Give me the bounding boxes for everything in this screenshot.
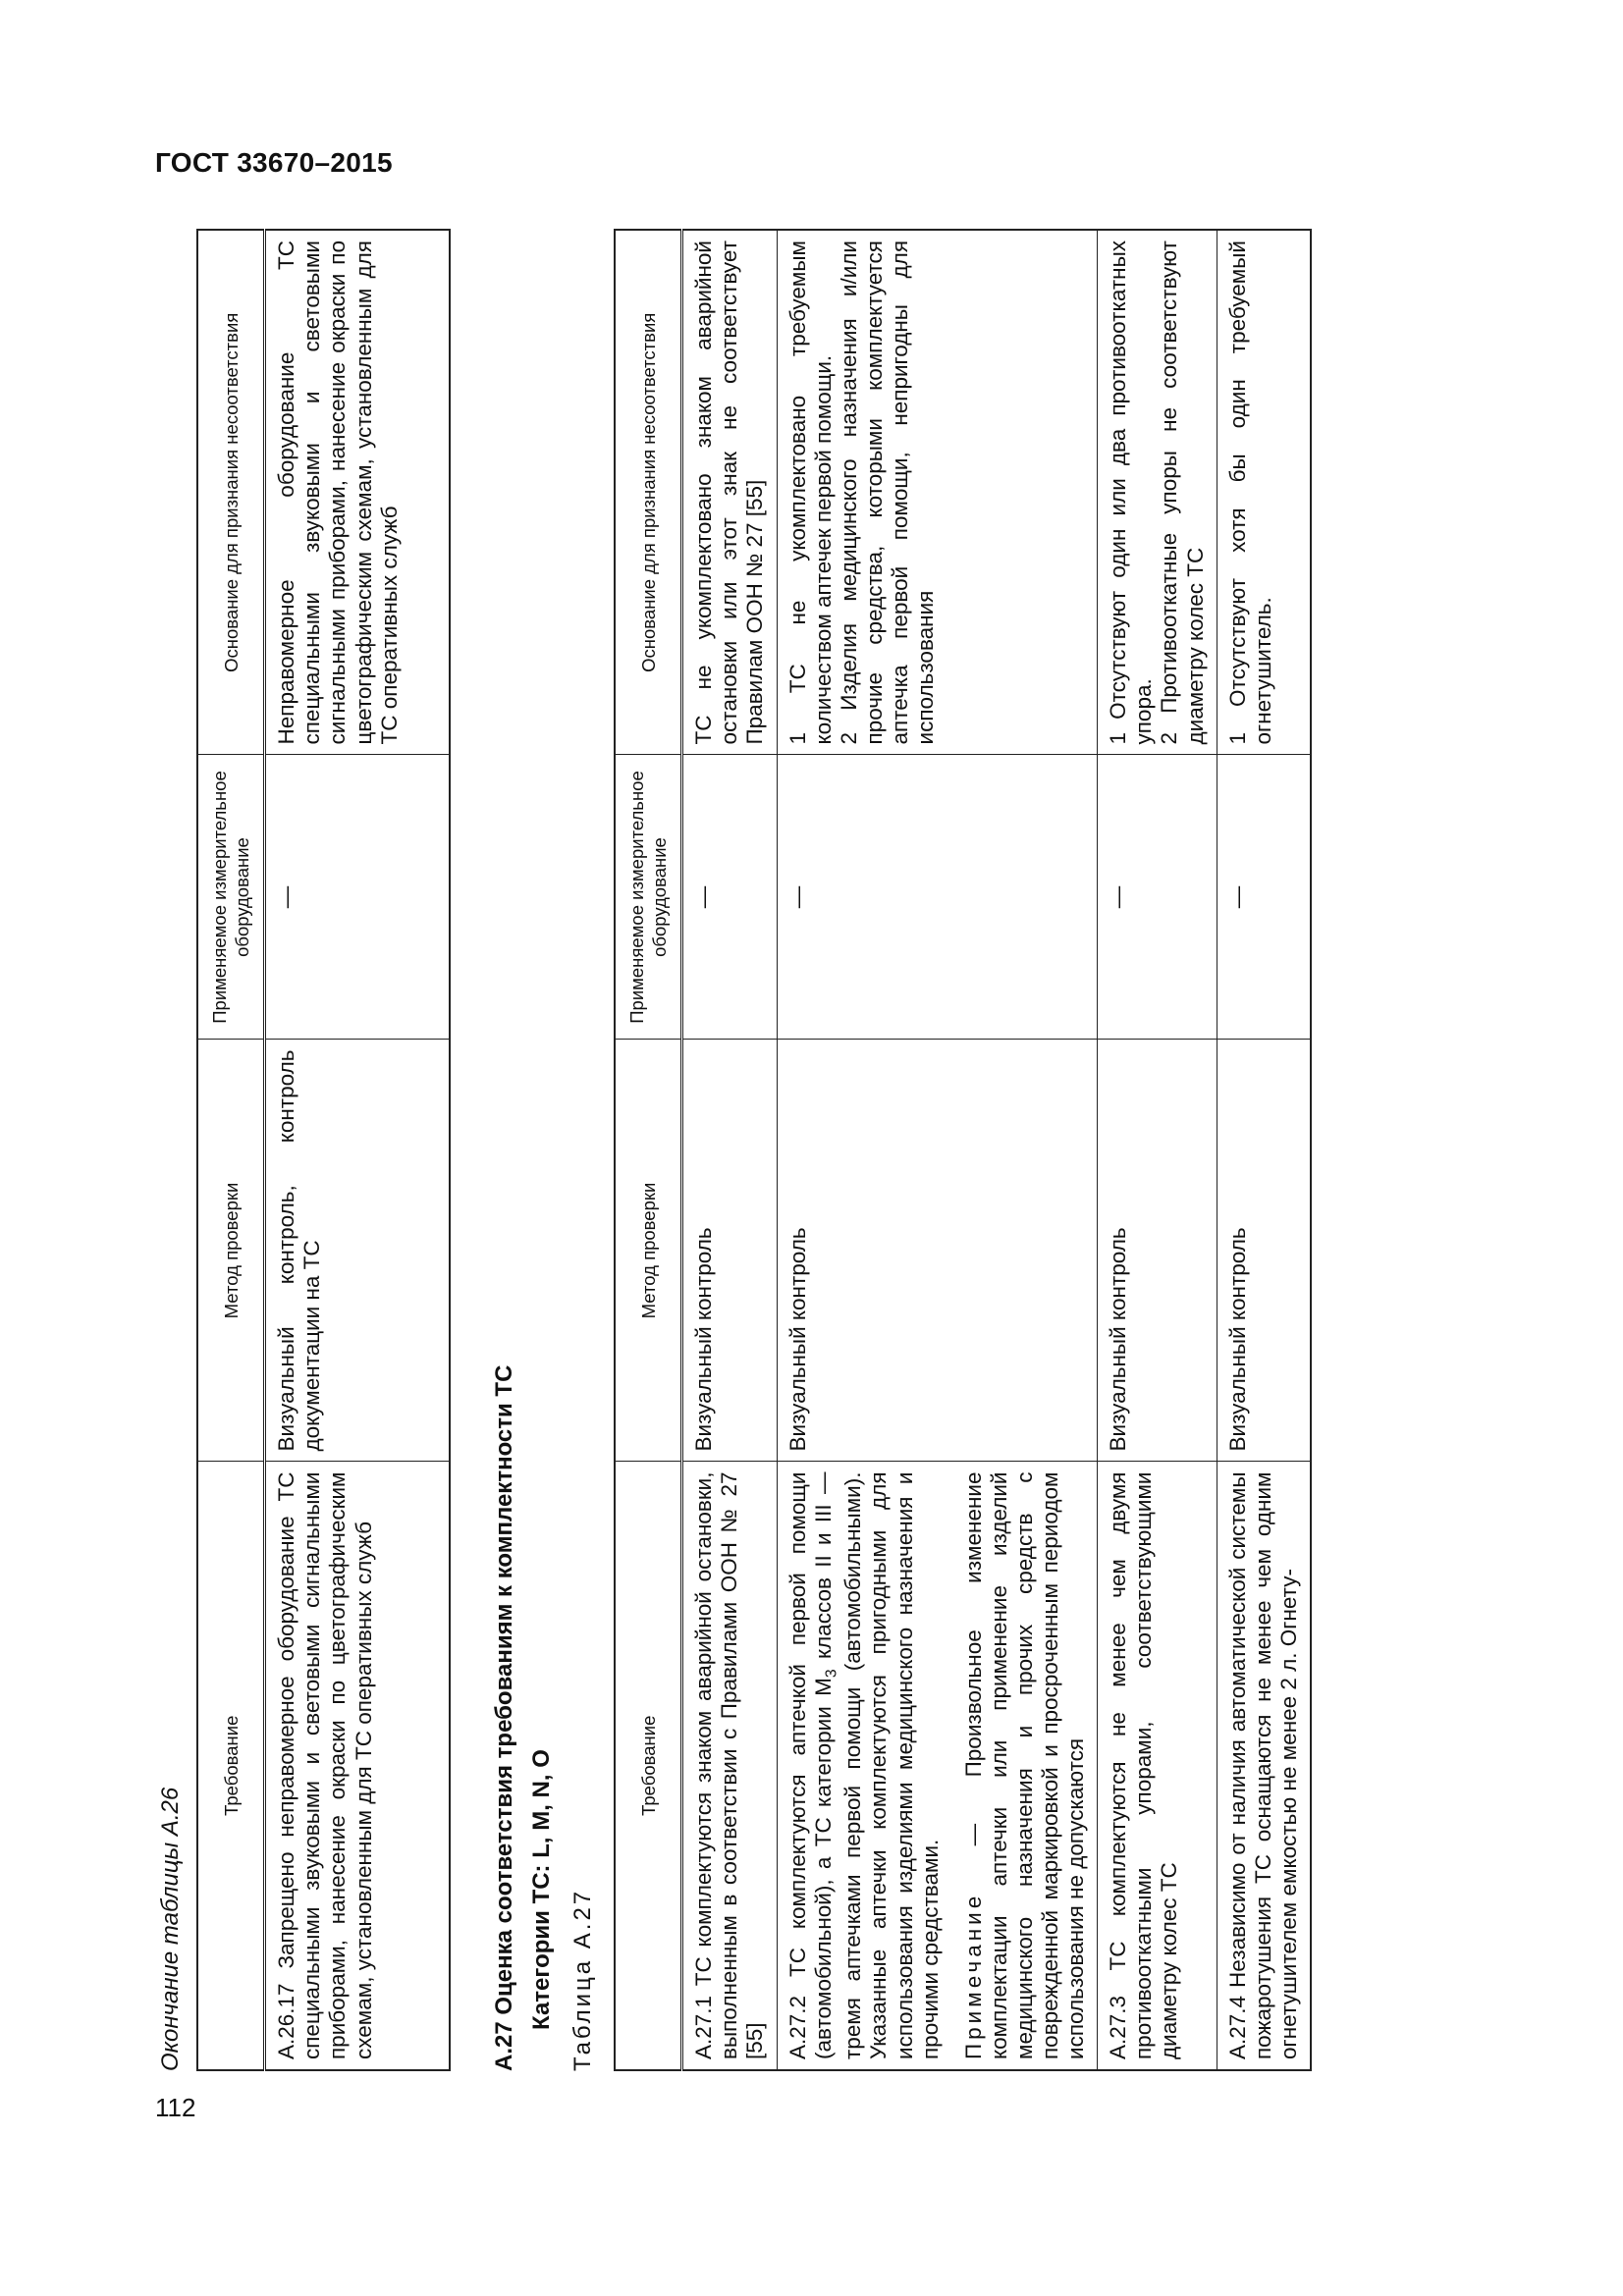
table-row [1217, 230, 1311, 2070]
table-row [265, 230, 451, 2070]
requirement-text-b: классов II и III — тремя аптечками первой помощи (автомобильными). Указанные аптечки комплектуются пригодными для использования изделиями медицинского назначения и прочими средствами. [810, 1471, 943, 2059]
cell-equipment: — [265, 755, 451, 1040]
cell-equipment: — [1217, 755, 1311, 1040]
section-heading: А.27 Оценка соответствия требованиям к комплектности ТС [491, 1364, 517, 2071]
cell-basis: 1 Отсутствуют хотя бы один требуемый огнетушитель. [1217, 230, 1311, 755]
header-method: Метод проверки [197, 1040, 265, 1462]
cell-requirement: А.26.17 Запрещено неправомерное оборудование ТС специальными звуковыми и световыми сигнальными приборами, нанесение окраски по цветографическим схемам, установленным для ТС оперативных служб [265, 1462, 451, 2070]
table-row [1098, 230, 1217, 2070]
header-requirement: Требование [197, 1462, 265, 2070]
cell-requirement: А.27.3 ТС комплектуются не менее чем двумя противооткатными упорами, соответствующими диаметру колес ТС [1098, 1462, 1217, 2070]
requirement-text [785, 1472, 944, 2060]
cell-equipment: — [1098, 755, 1217, 1040]
table-row [682, 230, 777, 2070]
note-text: — Произвольное изменение комплектации аптечки или применение изделий медицинского назначения и прочих средств с поврежденной маркировкой и просроченным периодом использования не допускаются [960, 1471, 1089, 2059]
cell-method: Визуальный контроль [777, 1040, 1098, 1462]
cell-method: Визуальный контроль, контроль документации на ТС [265, 1040, 451, 1462]
table-label: Таблица А.27 [569, 1888, 596, 2071]
table-row [777, 230, 1098, 2070]
table-a26 [196, 229, 451, 2071]
cell-method: Визуальный контроль [1098, 1040, 1217, 1462]
cell-method: Визуальный контроль [1217, 1040, 1311, 1462]
cell-basis: 1 ТС не укомплектовано требуемым количеством аптечек первой помощи. 2 Изделия медицинского назначения и/или прочие средства, которыми комплектуется аптечка первой помощи, непригодны для использования [777, 230, 1098, 755]
category-subscript: 3 [823, 1669, 840, 1679]
table-header-row [197, 230, 265, 2070]
header-method: Метод проверки [615, 1040, 682, 1462]
table-continuation-caption: Окончание таблицы А.26 [157, 1787, 184, 2071]
table-a27 [614, 229, 1312, 2071]
cell-equipment: — [777, 755, 1098, 1040]
requirement-text-a: А.27.2 ТС комплектуются аптечкой первой помощи (автомобильной), а ТС категории M [784, 1471, 836, 2059]
header-equipment: Применяемое измерительное оборудование [197, 755, 265, 1040]
cell-method: Визуальный контроль [682, 1040, 777, 1462]
note-label: Примечание [960, 1892, 986, 2059]
cell-requirement [777, 1462, 1098, 2070]
cell-requirement: А.27.4 Независимо от наличия автоматической системы пожаротушения ТС оснащаются не менее чем одним огнетушителем емкостью не менее 2 л. Огнету- [1217, 1462, 1311, 2070]
header-requirement: Требование [615, 1462, 682, 2070]
cell-basis: Неправомерное оборудование ТС специальными звуковыми и световыми сигнальными приборами, нанесение окраски по цветографическим схемам, установленным для ТС оперативных служб [265, 230, 451, 755]
note [961, 1472, 1089, 2060]
section-categories: Категории ТС: L, M, N, O [528, 1749, 555, 2030]
cell-requirement: А.27.1 ТС комплектуются знаком аварийной остановки, выполненным в соответствии с Правилами ООН № 27 [55] [682, 1462, 777, 2070]
cell-basis: ТС не укомплектовано знаком аварийной остановки или этот знак не соответствует Правилам ООН № 27 [55] [682, 230, 777, 755]
header-basis: Основание для признания несоответствия [615, 230, 682, 755]
header-equipment: Применяемое измерительное оборудование [615, 755, 682, 1040]
cell-equipment: — [682, 755, 777, 1040]
rotated-page-content [157, 206, 1335, 2071]
header-basis: Основание для признания несоответствия [197, 230, 265, 755]
page-number: 112 [155, 2093, 196, 2122]
table-header-row [615, 230, 682, 2070]
cell-basis: 1 Отсутствуют один или два противооткатных упора. 2 Противооткатные упоры не соответствуют диаметру колес ТС [1098, 230, 1217, 755]
document-title: ГОСТ 33670–2015 [155, 147, 393, 178]
